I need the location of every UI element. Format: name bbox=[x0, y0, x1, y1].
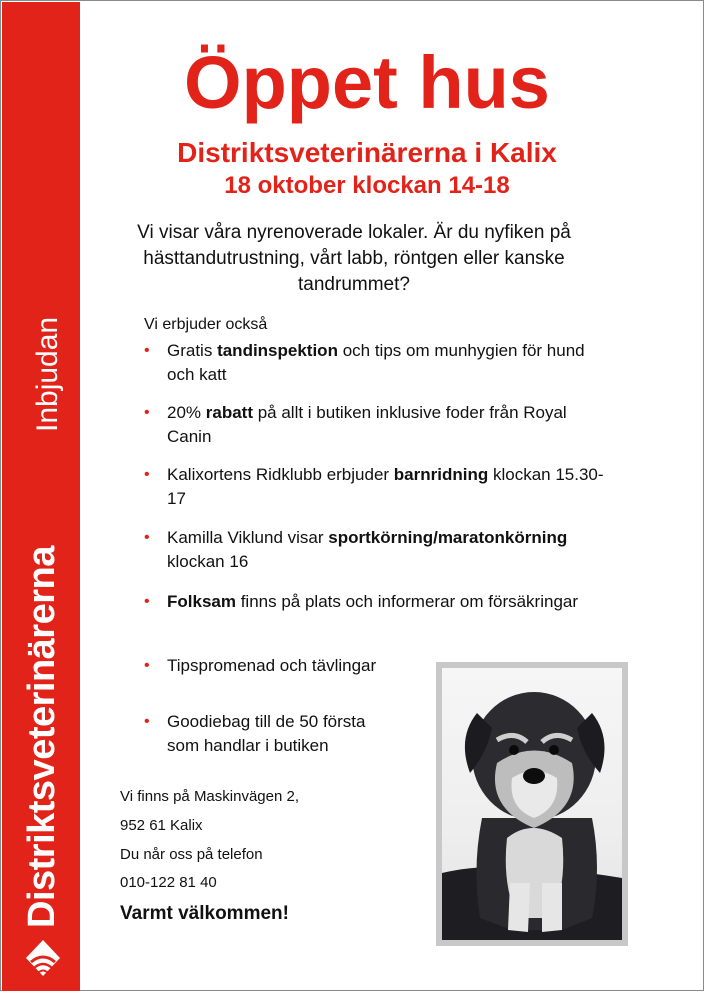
invite-label: Inbjudan bbox=[31, 316, 64, 432]
sidebar-band bbox=[2, 2, 80, 991]
bullet-icon: • bbox=[144, 342, 150, 359]
bullet-icon: • bbox=[144, 529, 150, 546]
offer-item: • 20% rabatt på allt i butiken inklusive foder från Royal Canin bbox=[144, 403, 567, 446]
offers-heading: Vi erbjuder också bbox=[144, 316, 268, 333]
bullet-icon: • bbox=[144, 404, 150, 421]
phone-label: Du når oss på telefon bbox=[120, 846, 263, 863]
page-subtitle: Distriktsveterinärerna i Kalix bbox=[177, 137, 557, 168]
address-line-1: Vi finns på Maskinvägen 2, bbox=[120, 788, 299, 805]
page-title: Öppet hus bbox=[184, 41, 550, 124]
event-date: 18 oktober klockan 14-18 bbox=[224, 172, 510, 199]
bullet-icon: • bbox=[144, 713, 150, 730]
brand-name: Distriktsveterinärerna bbox=[21, 546, 63, 928]
offer-item: • Gratis tandinspektion och tips om munhygien för hund och katt bbox=[144, 341, 585, 384]
offer-item: • Tipspromenad och tävlingar bbox=[144, 654, 414, 678]
address-line-2: 952 61 Kalix bbox=[120, 817, 203, 834]
bullet-icon: • bbox=[144, 593, 150, 610]
offer-item: • Goodiebag till de 50 första som handlar i butiken bbox=[144, 712, 366, 755]
offer-item: • Kalixortens Ridklubb erbjuder barnridning klockan 15.30-17 bbox=[144, 465, 604, 508]
phone-number: 010-122 81 40 bbox=[120, 874, 217, 891]
diamond-logo-icon bbox=[24, 938, 62, 978]
bullet-icon: • bbox=[144, 657, 150, 674]
puppy-illustration bbox=[442, 668, 622, 940]
bullet-icon: • bbox=[144, 466, 150, 483]
offer-item: • Folksam finns på plats och informerar om försäkringar bbox=[144, 590, 614, 614]
intro-paragraph: Vi visar våra nyrenoverade lokaler. Är du nyfiken på hästtandutrustning, vårt labb, röntgen eller kanske tandrummet? bbox=[137, 222, 571, 295]
offer-item: • Kamilla Viklund visar sportkörning/maratonkörning klockan 16 bbox=[144, 528, 568, 571]
puppy-photo bbox=[436, 662, 628, 946]
welcome-text: Varmt välkommen! bbox=[120, 903, 289, 924]
